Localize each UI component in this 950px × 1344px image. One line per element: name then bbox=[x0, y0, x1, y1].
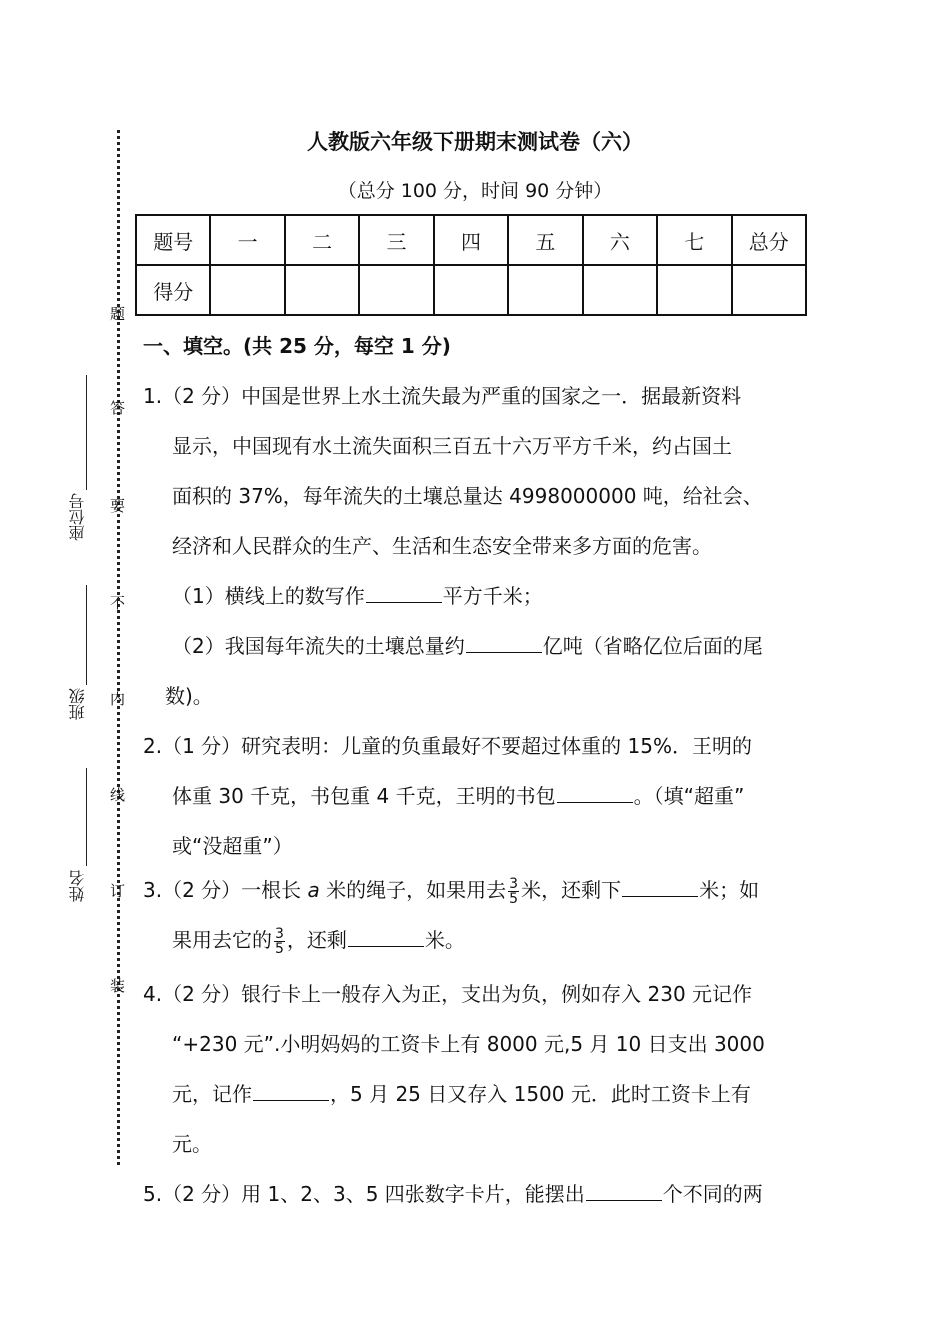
fraction-numerator: 3 bbox=[509, 876, 519, 892]
question-3-line-2 bbox=[172, 924, 465, 956]
class-blank bbox=[86, 585, 87, 685]
answer-blank[interactable] bbox=[557, 782, 633, 803]
question-4-line-2: “+230 元”.小明妈妈的工资卡上有 8000 元,5 月 10 日支出 3000 bbox=[172, 1032, 765, 1056]
answer-blank[interactable] bbox=[348, 926, 424, 947]
fraction-denominator: 5 bbox=[509, 891, 519, 907]
table-cell: 题号 bbox=[136, 215, 210, 265]
question-1-sub-2-cont: 数)。 bbox=[165, 684, 213, 708]
question-3-line-1 bbox=[143, 874, 759, 906]
question-4-line-4: 元。 bbox=[172, 1132, 212, 1156]
question-2-line-3: 或“没超重”） bbox=[172, 834, 293, 858]
seal-char: 订 bbox=[110, 882, 126, 900]
fraction-denominator: 5 bbox=[275, 941, 284, 957]
answer-blank[interactable] bbox=[622, 876, 698, 897]
score-cell[interactable] bbox=[732, 265, 807, 315]
text: （2）我国每年流失的土壤总量约 bbox=[172, 634, 465, 658]
question-4-line-1: 4.（2 分）银行卡上一般存入为正，支出为负，例如存入 230 元记作 bbox=[143, 982, 753, 1006]
fraction-numerator: 3 bbox=[275, 926, 284, 942]
text: 体重 30 千克，书包重 4 千克，王明的书包 bbox=[172, 784, 556, 808]
text: 5.（2 分）用 1、2、3、5 四张数字卡片，能摆出 bbox=[143, 1182, 585, 1206]
name-blank bbox=[86, 768, 87, 866]
score-table-score-row bbox=[136, 265, 806, 315]
score-cell[interactable] bbox=[285, 265, 359, 315]
text: ，5 月 25 日又存入 1500 元．此时工资卡上有 bbox=[330, 1082, 751, 1106]
table-cell: 二 bbox=[285, 215, 359, 265]
question-1-line-3: 面积的 37%，每年流失的土壤总量达 4998000000 吨，给社会、 bbox=[172, 484, 763, 508]
table-cell: 七 bbox=[657, 215, 731, 265]
seal-char: 不 bbox=[110, 594, 126, 612]
question-1-sub-1 bbox=[172, 580, 543, 609]
fraction bbox=[508, 877, 519, 906]
name-label: 姓名 bbox=[68, 870, 87, 902]
text: 米，还剩下 bbox=[521, 878, 622, 902]
text: ，还剩 bbox=[286, 928, 347, 952]
question-2-line-1: 2.（1 分）研究表明：儿童的负重最好不要超过体重的 15%．王明的 bbox=[143, 734, 752, 758]
seal-char: 题 bbox=[110, 305, 126, 323]
table-cell: 得分 bbox=[136, 265, 210, 315]
text: 元，记作 bbox=[172, 1082, 252, 1106]
page-subtitle: （总分 100 分，时间 90 分钟） bbox=[337, 180, 613, 202]
text: 果用去它的 bbox=[172, 928, 272, 952]
text: 亿吨（省略亿位后面的尾 bbox=[542, 634, 763, 658]
seal-char: 要 bbox=[110, 497, 126, 515]
seal-char: 答 bbox=[110, 399, 126, 417]
binding-dotted-line bbox=[117, 130, 120, 1165]
fraction bbox=[274, 927, 285, 956]
table-cell: 五 bbox=[508, 215, 582, 265]
seal-char: 线 bbox=[110, 786, 126, 804]
text: 。（填“超重” bbox=[633, 784, 745, 808]
seat-number-blank bbox=[86, 375, 87, 490]
question-5-line-1 bbox=[143, 1178, 763, 1207]
question-1-line-2: 显示，中国现有水土流失面积三百五十六万平方千米，约占国土 bbox=[172, 434, 732, 458]
section-title: 一、填空。(共 25 分，每空 1 分) bbox=[143, 334, 451, 358]
question-1-line-4: 经济和人民群众的生产、生活和生态安全带来多方面的危害。 bbox=[172, 534, 712, 558]
answer-blank[interactable] bbox=[466, 632, 542, 653]
score-cell[interactable] bbox=[583, 265, 657, 315]
table-cell: 总分 bbox=[732, 215, 807, 265]
score-cell[interactable] bbox=[210, 265, 284, 315]
text: 米；如 bbox=[699, 878, 760, 902]
question-4-line-3 bbox=[172, 1078, 751, 1107]
score-cell[interactable] bbox=[359, 265, 433, 315]
text: 个不同的两 bbox=[662, 1182, 763, 1206]
table-cell: 三 bbox=[359, 215, 433, 265]
question-1-line-1: 1.（2 分）中国是世界上水土流失最为严重的国家之一．据最新资料 bbox=[143, 384, 742, 408]
text: 米的绳子，如果用去 bbox=[326, 878, 507, 902]
table-cell: 六 bbox=[583, 215, 657, 265]
score-cell[interactable] bbox=[508, 265, 582, 315]
class-label: 班级 bbox=[68, 688, 87, 720]
text: 3.（2 分）一根长 bbox=[143, 878, 302, 902]
answer-blank[interactable] bbox=[366, 582, 442, 603]
answer-blank[interactable] bbox=[253, 1080, 329, 1101]
text: 米。 bbox=[424, 928, 465, 952]
table-cell: 一 bbox=[210, 215, 284, 265]
page-title: 人教版六年级下册期末测试卷（六） bbox=[307, 130, 643, 154]
table-cell: 四 bbox=[434, 215, 508, 265]
seal-char: 装 bbox=[110, 977, 126, 995]
question-1-sub-2 bbox=[172, 630, 763, 659]
score-table-header-row bbox=[136, 215, 806, 265]
question-2-line-2 bbox=[172, 780, 744, 809]
seat-number-label: 座位号 bbox=[68, 493, 87, 541]
score-cell[interactable] bbox=[434, 265, 508, 315]
seal-char: 内 bbox=[110, 690, 126, 708]
answer-blank[interactable] bbox=[586, 1180, 662, 1201]
text: （1）横线上的数写作 bbox=[172, 584, 365, 608]
score-table bbox=[135, 214, 807, 316]
text: 平方千米； bbox=[442, 584, 543, 608]
score-cell[interactable] bbox=[657, 265, 731, 315]
variable: a bbox=[307, 878, 320, 902]
